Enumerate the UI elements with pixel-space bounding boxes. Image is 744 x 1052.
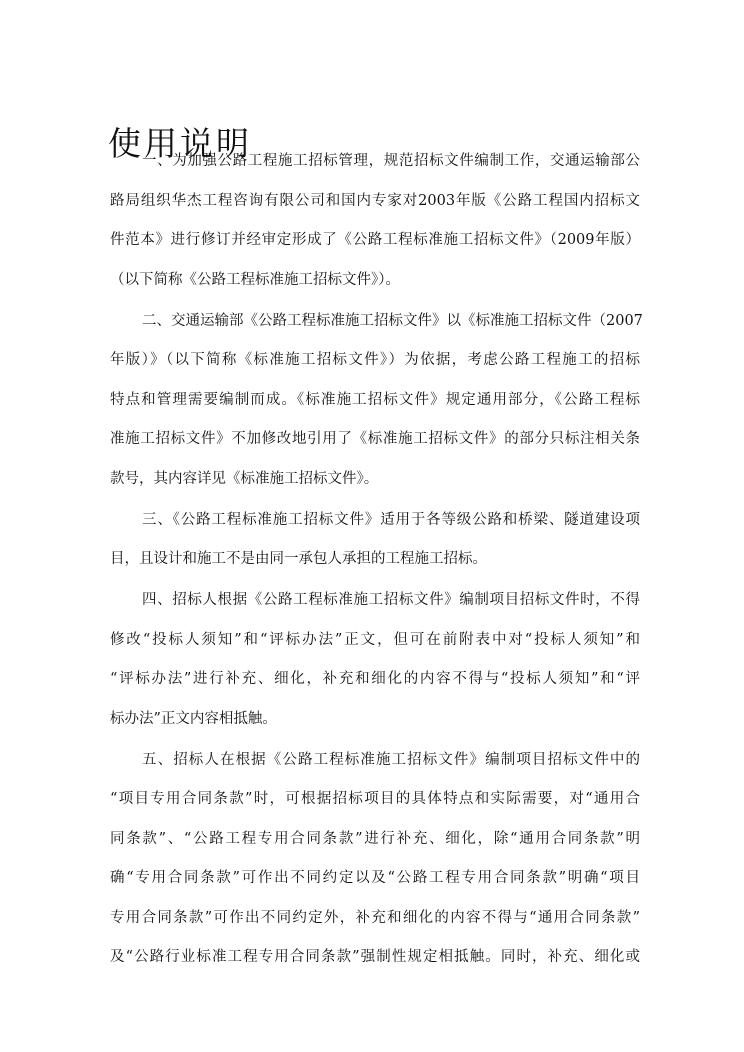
- paragraph: [110, 507, 640, 586]
- text-line: 及“公路行业标准工程专用合同条款”强制性规定相抵触。同时，补充、细化或: [110, 949, 640, 965]
- text-line: 同条款”、“公路工程专用合同条款”进行补充、细化，除“通用合同条款”明: [110, 830, 640, 847]
- text-line: 确“专用合同条款”可作出不同约定以及“公路工程专用合同条款”明确“项目: [110, 870, 640, 886]
- text-line: “评标办法”进行补充、细化，补充和细化的内容不得与“投标人须知”和“评: [110, 671, 640, 687]
- text-line: 路局组织华杰工程咨询有限公司和国内专家对2003年版《公路工程国内招标文: [110, 192, 640, 209]
- text-line: 款号，其内容详见《标准施工招标文件》。: [110, 470, 379, 487]
- text-line: 二、交通运输部《公路工程标准施工招标文件》以《标准施工招标文件（2007: [142, 312, 643, 329]
- text-line: 一、为加强公路工程施工招标管理，规范招标文件编制工作，交通运输部公: [142, 153, 640, 169]
- text-line: 件范本》进行修订并经审定形成了《公路工程标准施工招标文件》（2009年版）: [110, 232, 640, 248]
- paragraph: [110, 148, 640, 306]
- page-title: 使用说明: [108, 124, 252, 164]
- paragraph: [110, 587, 640, 745]
- text-line: 准施工招标文件》不加修改地引用了《标准施工招标文件》的部分只标注相关条: [110, 431, 640, 447]
- paragraph: [110, 308, 643, 506]
- document-body: [110, 148, 643, 985]
- text-line: 五、招标人在根据《公路工程标准施工招标文件》编制项目招标文件中的: [142, 751, 640, 768]
- text-line: 四、招标人根据《公路工程标准施工招标文件》编制项目招标文件时，不得: [142, 592, 640, 608]
- text-line: “项目专用合同条款”时，可根据招标项目的具体特点和实际需要，对“通用合: [110, 791, 640, 807]
- text-line: 标办法”正文内容相抵触。: [110, 710, 277, 727]
- paragraph: [110, 747, 640, 984]
- text-line: 专用合同条款”可作出不同约定外，补充和细化的内容不得与“通用合同条款”: [110, 909, 640, 926]
- text-line: （以下简称《公路工程标准施工招标文件》）。: [110, 271, 400, 288]
- text-line: 修改“投标人须知”和“评标办法”正文，但可在前附表中对“投标人须知”和: [110, 631, 640, 648]
- text-line: 年版）》（以下简称《标准施工招标文件》）为依据，考虑公路工程施工的招标: [110, 352, 640, 368]
- text-line: 目，且设计和施工不是由同一承包人承担的工程施工招标。: [110, 551, 487, 567]
- text-line: 三、《公路工程标准施工招标文件》适用于各等级公路和桥梁、隧道建设项: [142, 511, 640, 528]
- paragraph-gap: [110, 984, 640, 986]
- text-line: 特点和管理需要编制而成。《标准施工招标文件》规定通用部分，《公路工程标: [110, 391, 640, 408]
